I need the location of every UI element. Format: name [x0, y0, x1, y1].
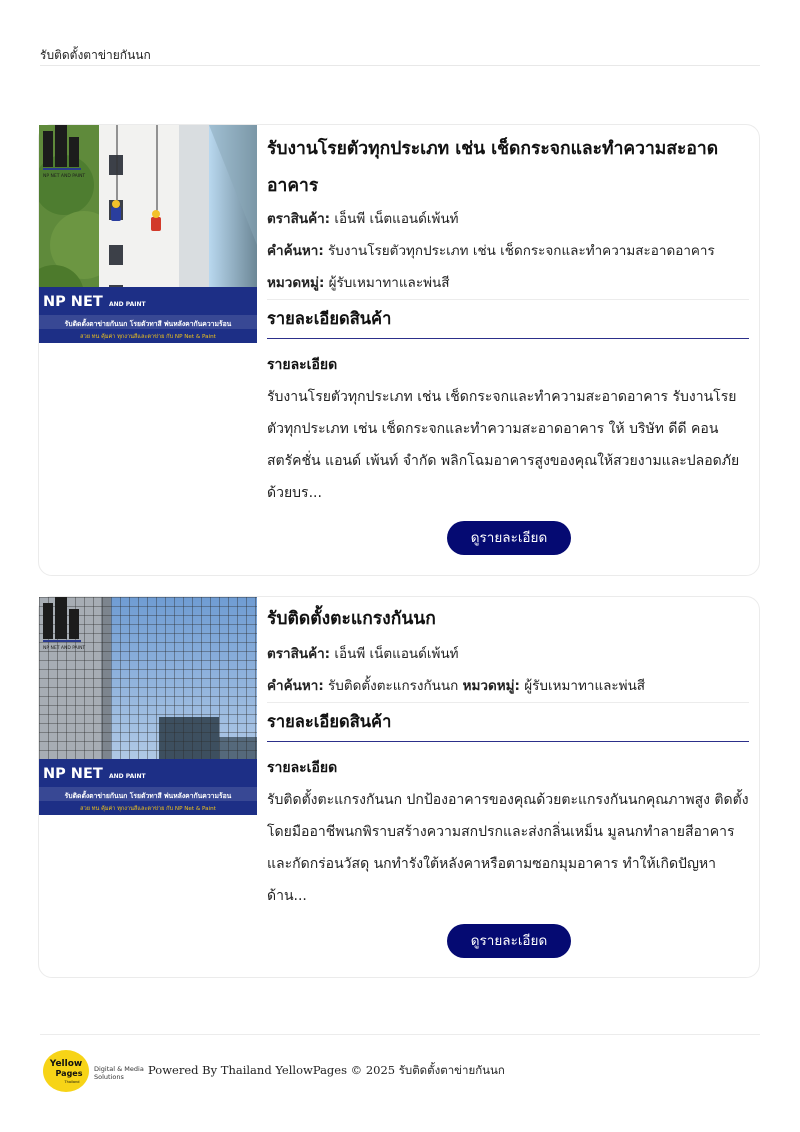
- brand-value: เอ็นพี เน็ตแอนด์เพ้นท์: [334, 211, 459, 227]
- banner-tagline: รับติดตั้งตาข่ายกันนก โรยตัวทาสี พ่นหลังคากันความร้อน: [64, 320, 232, 328]
- banner-brand-sub: AND PAINT: [109, 301, 146, 308]
- product-title[interactable]: รับงานโรยตัวทุกประเภท เช่น เช็ดกระจกและทำความสะอาดอาคาร: [267, 139, 719, 196]
- site-title[interactable]: รับติดตั้งตาข่ายกันนก: [40, 48, 151, 62]
- banner-brand-sub: AND PAINT: [109, 773, 146, 780]
- banner-logo-caption: NP NET AND PAINT: [43, 174, 86, 179]
- banner-slogan: สวย ทน คุ้มค่า ทุกงานสีและตาข่าย กับ NP Net & Paint: [80, 806, 216, 812]
- view-details-button[interactable]: ดูรายละเอียด: [447, 924, 571, 958]
- detail-label: รายละเอียด: [267, 357, 338, 373]
- logo-line2: Pages: [55, 1069, 83, 1078]
- keyword-label: คำค้นหา:: [267, 243, 324, 259]
- product-brand-row: [267, 638, 749, 670]
- digital-line1: Digital & Media: [94, 1065, 144, 1073]
- banner-logo-caption: NP NET AND PAINT: [43, 646, 86, 651]
- logo-line1: Yellow: [49, 1059, 83, 1069]
- category-label: หมวดหมู่:: [267, 275, 325, 291]
- digital-media-label: [94, 1065, 144, 1081]
- banner-brand: NP NET: [43, 294, 103, 310]
- category-value: ผู้รับเหมาทาและพ่นสี: [524, 678, 646, 694]
- product-title[interactable]: รับติดตั้งตะแกรงกันนก: [267, 609, 436, 629]
- brand-label: ตราสินค้า:: [267, 646, 331, 662]
- brand-label: ตราสินค้า:: [267, 211, 331, 227]
- banner-brand: NP NET: [43, 766, 103, 782]
- banner-tagline: รับติดตั้งตาข่ายกันนก โรยตัวทาสี พ่นหลังคากันความร้อน: [64, 792, 232, 800]
- product-card: [38, 596, 760, 978]
- product-category-row: [267, 267, 749, 299]
- detail-label: รายละเอียด: [267, 760, 338, 776]
- product-image[interactable]: [39, 597, 257, 815]
- site-footer: [40, 1034, 760, 1098]
- keyword-value: รับติดตั้งตะแกรงกันนก: [328, 678, 459, 694]
- product-image[interactable]: [39, 125, 257, 343]
- keyword-label: คำค้นหา:: [267, 678, 324, 694]
- banner-slogan: สวย ทน คุ้มค่า ทุกงานสีและตาข่าย กับ NP Net & Paint: [80, 334, 216, 340]
- product-keyword-row: [267, 670, 749, 702]
- product-brand-row: [267, 203, 749, 235]
- category-label: หมวดหมู่:: [462, 678, 520, 694]
- yellowpages-logo[interactable]: [42, 1049, 90, 1093]
- product-description: รับงานโรยตัวทุกประเภท เช่น เช็ดกระจกและทำความสะอาดอาคาร รับงานโรยตัวทุกประเภท เช่น เช็ดกระจกและทำความสะอาดอาคาร ให้ บริษัท ดีดี คอนสตรัคชั่น แอนด์ เพ้นท์ จำกัด พลิกโฉมอาคารสูงของคุณให้สวยงามและปลอดภัยด้วยบร...: [267, 389, 740, 501]
- brand-value: เอ็นพี เน็ตแอนด์เพ้นท์: [334, 646, 459, 662]
- product-description: รับติดตั้งตะแกรงกันนก ปกป้องอาคารของคุณด้วยตะแกรงกันนกคุณภาพสูง ติดตั้งโดยมืออาชีพนกพิราบสร้างความสกปรกและส่งกลิ่นเหม็น มูลนกทำลายสีอาคารและกัดกร่อนวัสดุ นกทำรังใต้หลังคาหรือตามซอกมุมอาคาร ทำให้เกิดปัญหาด้าน...: [267, 792, 749, 904]
- product-card: [38, 124, 760, 576]
- category-value: ผู้รับเหมาทาและพ่นสี: [328, 275, 450, 291]
- digital-line2: Solutions: [94, 1073, 124, 1081]
- product-info: [267, 597, 749, 912]
- product-keyword-row: [267, 235, 749, 267]
- view-details-button[interactable]: ดูรายละเอียด: [447, 521, 571, 555]
- site-header: [40, 44, 760, 66]
- section-title: รายละเอียดสินค้า: [267, 299, 749, 339]
- keyword-value: รับงานโรยตัวทุกประเภท เช่น เช็ดกระจกและทำความสะอาดอาคาร: [328, 243, 715, 259]
- product-info: [267, 125, 749, 509]
- powered-by-text: Powered By Thailand YellowPages © 2025 รับติดตั้งตาข่ายกันนก: [148, 1063, 505, 1077]
- section-title: รายละเอียดสินค้า: [267, 702, 749, 742]
- logo-line3: Thailand: [64, 1080, 80, 1084]
